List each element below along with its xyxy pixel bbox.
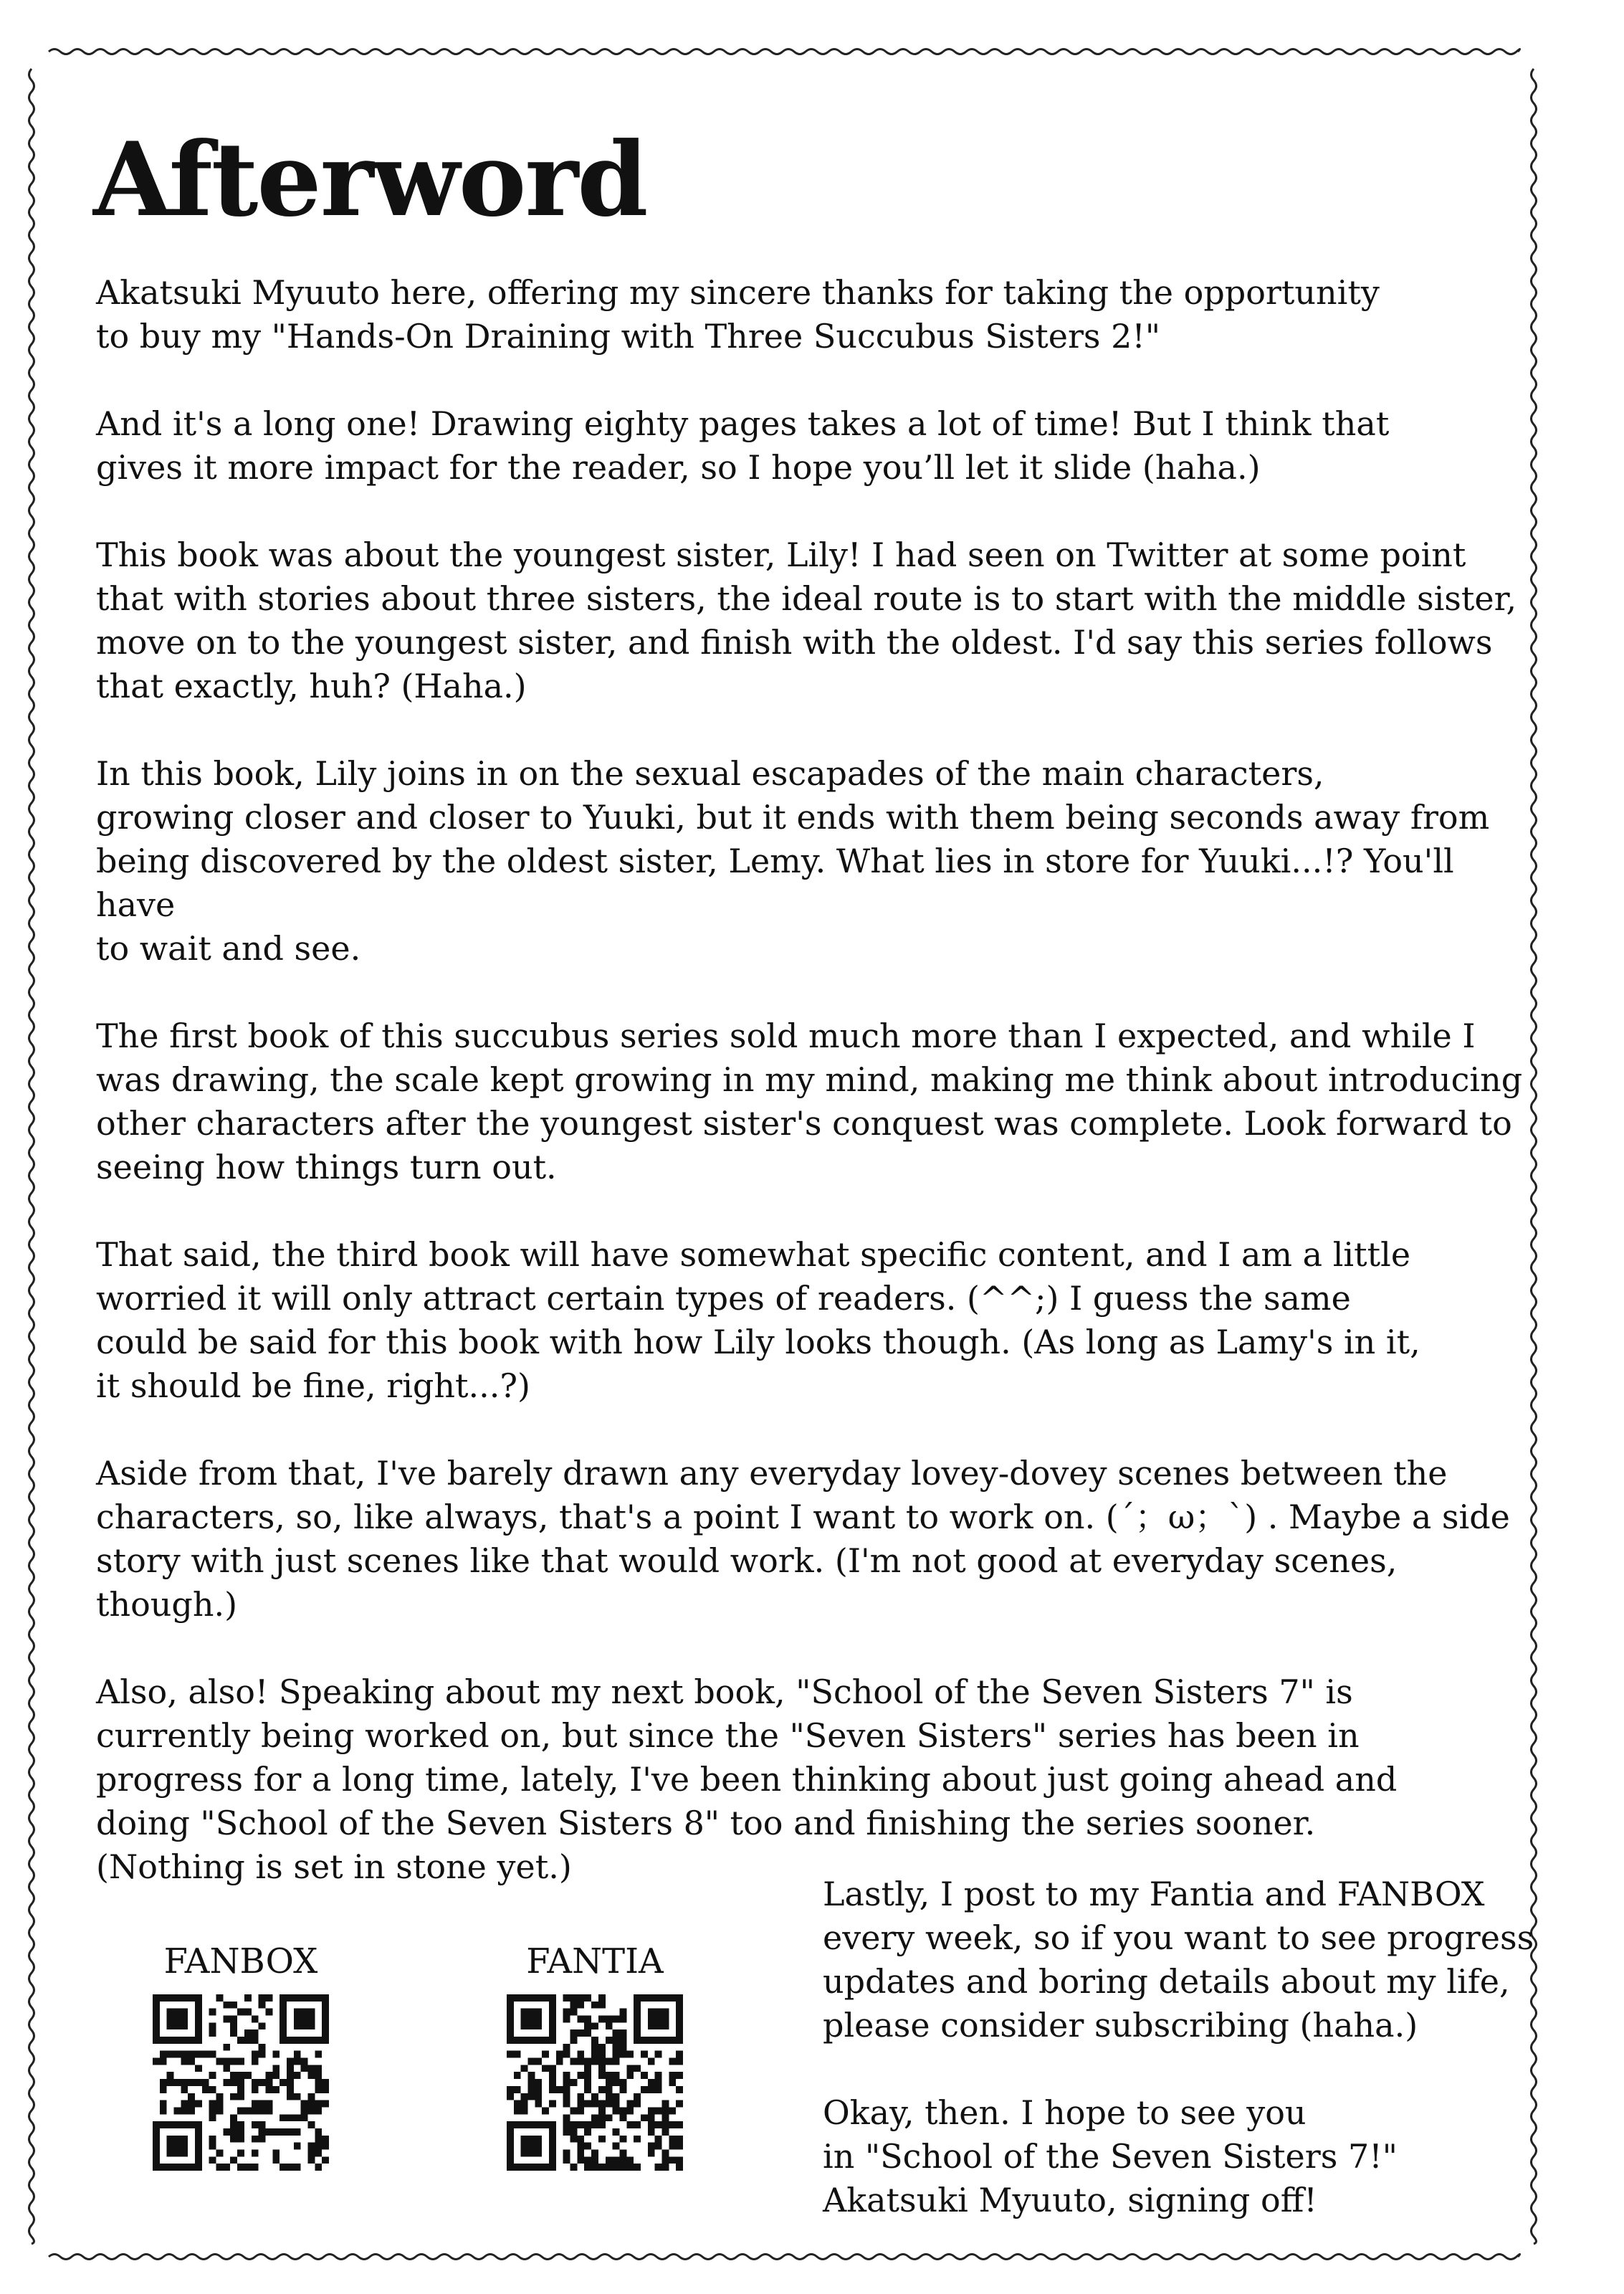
qr-code-icon[interactable] bbox=[507, 1994, 683, 2171]
paragraph: Akatsuki Myuuto here, offering my sincere thanks for taking the opportunity to buy my "Hands-On Draining with Three Succubus Sisters 2!" bbox=[96, 273, 1380, 356]
paragraph: This book was about the youngest sister, Lily! I had seen on Twitter at some point that with stories about three sisters, the ideal route is to start with the middle sister, move on to the youngest sister, and finish with the oldest. I'd say this series follows that exactly, huh? (Haha.) bbox=[96, 536, 1517, 705]
closing-text bbox=[823, 1872, 1539, 2266]
paragraph: And it's a long one! Drawing eighty pages takes a lot of time! But I think that gives it more impact for the reader, so I hope you’ll let it slide (haha.) bbox=[96, 404, 1390, 487]
afterword-body bbox=[96, 271, 1529, 1933]
paragraph: In this book, Lily joins in on the sexual escapades of the main characters, growing closer and closer to Yuuki, but it ends with them being seconds away from being discovered by the oldest sister, Lemy. What lies in store for Yuuki...!? You'll have to wait and see. bbox=[96, 754, 1490, 968]
closing-paragraph: Lastly, I post to my Fantia and FANBOX every week, so if you want to see progress updates and boring details about my life, please consider subscribing (haha.) bbox=[823, 1875, 1534, 2045]
fantia-qr-block bbox=[487, 1941, 702, 2171]
closing-signoff: Okay, then. I hope to see you in "School of the Seven Sisters 7!" Akatsuki Myuuto, signing off! bbox=[823, 2093, 1398, 2219]
paragraph: That said, the third book will have somewhat specific content, and I am a little worried it will only attract certain types of readers. (^^;) I guess the same could be said for this book with how Lily looks though. (As long as Lamy's in it, it should be fine, right...?) bbox=[96, 1235, 1420, 1405]
qr-label-fanbox: FANBOX bbox=[163, 1941, 318, 1981]
qr-label-fantia: FANTIA bbox=[526, 1941, 664, 1981]
page-title: Afterword bbox=[93, 120, 647, 239]
paragraph: Aside from that, I've barely drawn any everyday lovey-dovey scenes between the characters, so, like always, that's a point I want to work on. (´；ω；`) . Maybe a side story with just scenes like that would work. (I'm not good at everyday scenes, though.) bbox=[96, 1454, 1510, 1624]
qr-code-icon[interactable] bbox=[153, 1994, 329, 2171]
fanbox-qr-block bbox=[133, 1941, 348, 2171]
paragraph: Also, also! Speaking about my next book, "School of the Seven Sisters 7" is currently being worked on, but since the "Seven Sisters" series has been in progress for a long time, lately, I've been thinking about just going ahead and doing "School of the Seven Sisters 8" too and finishing the series sooner. (Nothing is set in stone yet.) bbox=[96, 1672, 1398, 1886]
paragraph: The first book of this succubus series sold much more than I expected, and while I was drawing, the scale kept growing in my mind, making me think about introducing other characters after the youngest sister's conquest was complete. Look forward to seeing how things turn out. bbox=[96, 1017, 1523, 1186]
